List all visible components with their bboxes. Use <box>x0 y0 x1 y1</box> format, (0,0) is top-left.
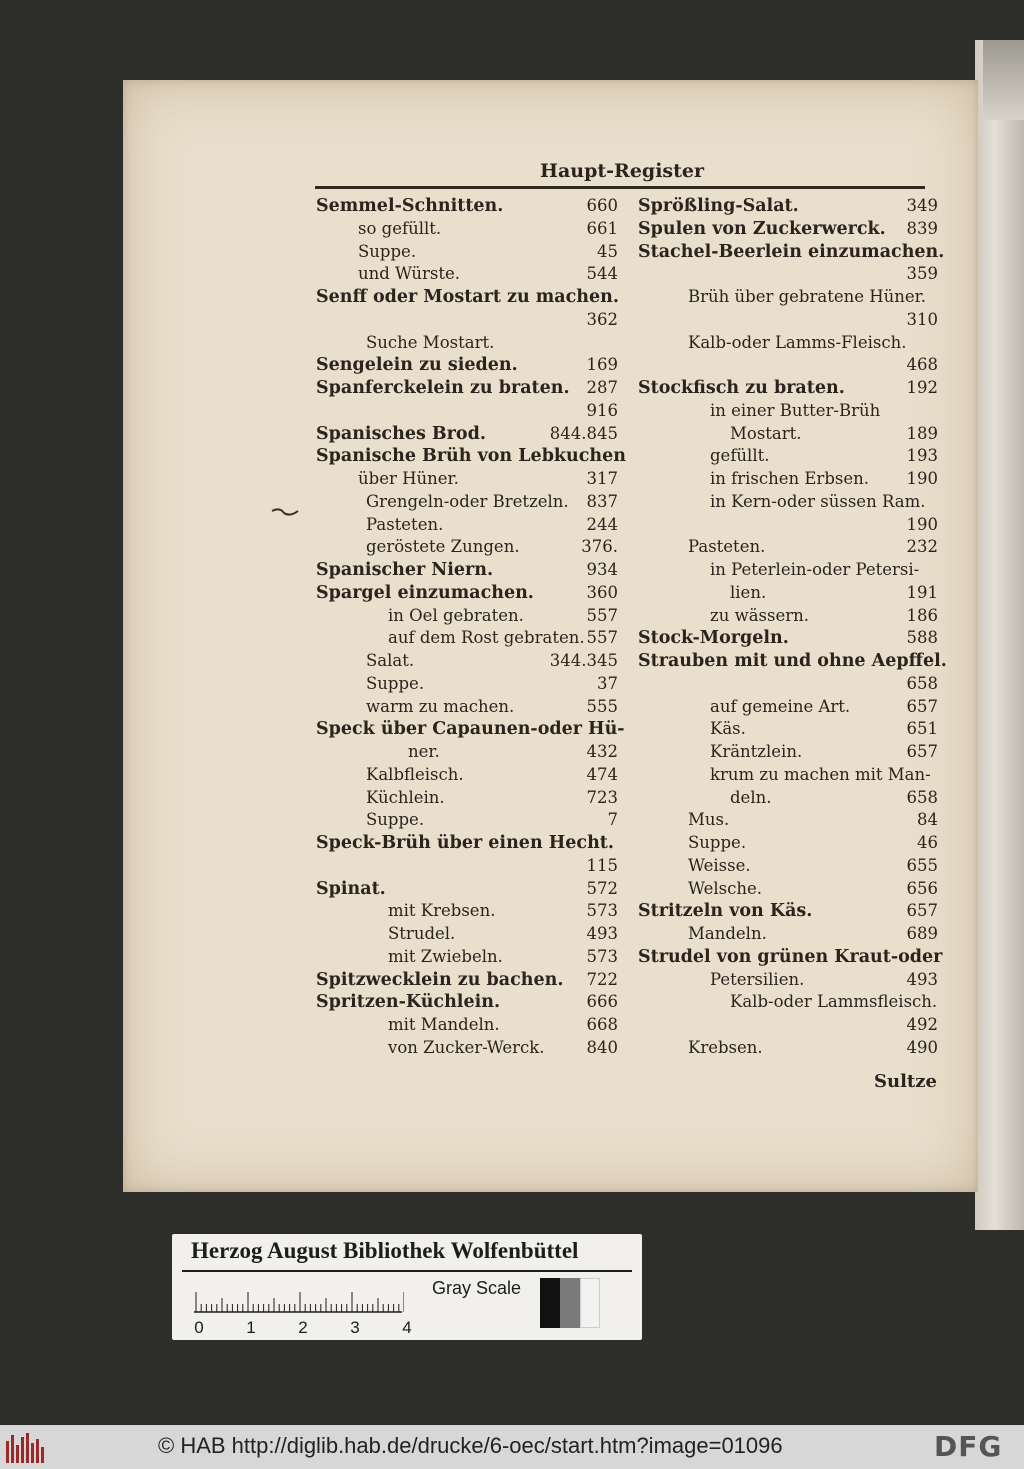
index-page-number: 573 <box>586 946 618 966</box>
index-entry-label: Spargel einzumachen. <box>316 582 534 603</box>
copyright-link[interactable]: © HAB http://diglib.hab.de/drucke/6-oec/start.htm?image=01096 <box>158 1433 783 1458</box>
index-entry-label: Spritzen-Küchlein. <box>316 992 501 1013</box>
gray-swatch-white <box>580 1278 600 1328</box>
index-entry-label: Semmel-Schnitten. <box>316 196 504 216</box>
index-entry-label: in Oel gebraten. <box>388 605 524 625</box>
ruler-label-1: 1 <box>246 1318 256 1337</box>
index-entry-label: Mandeln. <box>688 924 767 943</box>
index-entry-label: Welsche. <box>688 878 763 898</box>
index-entry-label: Strudel von grünen Kraut-oder <box>638 946 943 967</box>
index-entry-label: Stachel-Beerlein einzumachen. <box>638 241 945 262</box>
dfg-logo: DFG <box>934 1430 1003 1463</box>
index-entry-label: Kräntzlein. <box>710 742 803 761</box>
card-rule <box>182 1270 632 1272</box>
index-entry-label: Spinat. <box>316 878 386 899</box>
index-page-number: 658 <box>906 673 938 693</box>
index-entry-label: Spulen von Zuckerwerck. <box>638 218 886 239</box>
viewer-footer <box>0 1425 1024 1469</box>
library-name: Herzog August Bibliothek Wolfenbüttel <box>191 1238 579 1263</box>
index-entry-label: Sprößling-Salat. <box>638 196 799 216</box>
ruler-label-2: 2 <box>298 1318 308 1337</box>
index-entry-label: Spanferckelein zu braten. <box>316 378 570 398</box>
index-entry-label: Pasteten. <box>688 537 766 557</box>
color-reference-card <box>172 1234 642 1340</box>
index-entry-label: Suppe. <box>366 673 425 693</box>
index-entry-label: geröstete Zungen. <box>366 537 520 557</box>
index-entry-label: Stritzeln von Käs. <box>638 901 813 922</box>
index-page-number: 115 <box>586 855 618 875</box>
index-page-number: 723 <box>586 787 618 807</box>
index-entry-label: Kalbfleisch. <box>366 764 464 784</box>
index-page-number: 189 <box>906 423 938 443</box>
index-page-number: 360 <box>586 582 618 602</box>
index-page-number: 376. <box>581 537 618 557</box>
index-page-number: 689 <box>906 924 938 943</box>
index-entry-label: Mus. <box>688 810 730 830</box>
index-entry-label: in frischen Erbsen. <box>710 469 869 488</box>
index-page-number: 573 <box>586 901 618 921</box>
index-page-number: 186 <box>906 605 938 625</box>
index-entry-label: Mostart. <box>730 423 802 443</box>
index-entry-label: von Zucker-Werck. <box>388 1037 545 1057</box>
index-entry-label: Kalb-oder Lamms-Fleisch. <box>688 332 907 352</box>
index-entry-label: Strudel. <box>388 924 456 943</box>
index-page-number: 934 <box>586 560 618 579</box>
index-entry-label: Sengelein zu sieden. <box>316 355 518 376</box>
index-page-number: 362 <box>586 309 618 329</box>
index-page-number: 493 <box>586 924 618 943</box>
index-entry-label: Krebsen. <box>688 1037 763 1057</box>
index-entry-label: ner. <box>408 742 440 761</box>
index-entry-label: und Würste. <box>358 264 460 284</box>
index-page-number: 651 <box>906 719 938 739</box>
index-entry-label: mit Zwiebeln. <box>388 946 503 966</box>
adjacent-page-edge <box>975 40 1024 1230</box>
index-entry-label: über Hüner. <box>358 469 459 488</box>
index-entry-label: Spanische Brüh von Lebkuchen <box>316 446 627 467</box>
index-entry-label: Suppe. <box>358 241 417 261</box>
index-page-number: 490 <box>906 1037 938 1057</box>
index-entry-label: Spanisches Brod. <box>316 423 486 444</box>
index-page-number: 493 <box>906 969 938 989</box>
index-page-number: 317 <box>586 469 618 488</box>
index-entry-label: Suche Mostart. <box>366 332 495 352</box>
index-entry-label: Speck-Brüh über einen Hecht. <box>316 833 614 853</box>
index-entry-label: in Kern-oder süssen Ram. <box>710 491 926 511</box>
index-page-number: 557 <box>586 605 618 625</box>
index-entry-label: mit Mandeln. <box>388 1015 500 1034</box>
measurement-ruler <box>194 1278 404 1314</box>
index-entry-label: Stock-Morgeln. <box>638 628 789 649</box>
index-entry-label: Senff oder Mostart zu machen. <box>316 287 619 307</box>
index-entry-label: Küchlein. <box>366 787 445 807</box>
index-entry-label: so gefüllt. <box>358 218 442 238</box>
index-entry-label: Käs. <box>710 719 746 739</box>
catchword: Sultze <box>874 1071 937 1092</box>
index-page-number: 839 <box>906 218 938 238</box>
page-fold <box>983 40 1024 120</box>
index-page-number: 661 <box>586 218 618 238</box>
index-entry-label: Petersilien. <box>710 969 805 989</box>
index-entry-label: Pasteten. <box>366 514 444 534</box>
index-page-number: 916 <box>586 400 618 420</box>
index-page-number: 657 <box>906 901 938 921</box>
index-page-number: 46 <box>917 833 938 852</box>
index-page-number: 468 <box>906 355 938 375</box>
index-entry-label: Brüh über gebratene Hüner. <box>688 287 926 306</box>
ink-mark <box>270 505 300 519</box>
index-page-number: 555 <box>586 696 618 716</box>
index-entry-label: Spitzwecklein zu bachen. <box>316 969 564 990</box>
index-page-number: 45 <box>597 241 618 261</box>
index-page-number: 169 <box>586 355 618 375</box>
index-page-number: 837 <box>586 491 618 511</box>
index-page-number: 232 <box>906 537 938 557</box>
index-page-number: 244 <box>586 514 618 534</box>
index-page-number: 544 <box>586 264 618 284</box>
index-entry-label: gefüllt. <box>710 446 770 466</box>
index-page-number: 657 <box>906 696 938 716</box>
index-page-number: 660 <box>586 196 618 215</box>
index-entry-label: in Peterlein-oder Petersi- <box>710 560 920 579</box>
ruler-label-3: 3 <box>350 1318 360 1337</box>
index-entry-label: Weisse. <box>688 855 751 875</box>
index-page-number: 287 <box>586 378 618 397</box>
index-entry-label: warm zu machen. <box>366 696 515 716</box>
index-entry-label: Speck über Capaunen-oder Hü- <box>316 719 625 740</box>
index-page-number: 192 <box>906 378 938 397</box>
index-page-number: 37 <box>597 673 618 693</box>
gray-swatch-black <box>540 1278 560 1328</box>
gray-swatch-mid <box>560 1278 580 1328</box>
index-page-number: 588 <box>906 628 938 648</box>
index-page-number: 84 <box>917 810 938 830</box>
page-header: Haupt-Register <box>540 160 704 182</box>
index-entry-label: zu wässern. <box>710 605 809 625</box>
index-entry-label: Suppe. <box>688 833 747 852</box>
ruler-label-4: 4 <box>402 1318 412 1337</box>
index-page-number: 190 <box>906 514 938 534</box>
index-entry-label: Salat. <box>366 651 415 670</box>
index-page-number: 722 <box>586 969 618 989</box>
index-entry-label: in einer Butter-Brüh <box>710 400 881 420</box>
index-page-number: 492 <box>906 1015 938 1034</box>
index-page-number: 190 <box>906 469 938 488</box>
index-page-number: 840 <box>586 1037 618 1057</box>
ruler-label-0: 0 <box>194 1318 204 1337</box>
index-entry-label: Grengeln-oder Bretzeln. <box>366 491 569 511</box>
gray-scale-label: Gray Scale <box>432 1278 522 1298</box>
index-entry-label: auf gemeine Art. <box>710 696 851 716</box>
index-entry-label: Strauben mit und ohne Aepffel. <box>638 651 947 671</box>
index-page-number: 557 <box>586 628 618 648</box>
index-page-number: 432 <box>586 742 618 761</box>
index-page-number: 7 <box>607 810 618 830</box>
index-page-number: 656 <box>906 878 938 898</box>
index-page-number: 344.345 <box>549 651 618 670</box>
index-page-number: 666 <box>586 992 618 1012</box>
index-entry-label: Spanischer Niern. <box>316 560 494 580</box>
index-page-number: 349 <box>906 196 938 215</box>
index-page-number: 474 <box>586 764 618 784</box>
hab-logo-icon <box>6 1431 46 1463</box>
index-page-number: 359 <box>906 264 938 284</box>
index-page-number: 572 <box>586 878 618 898</box>
index-entry-label: lien. <box>730 582 767 602</box>
index-page-number: 658 <box>906 787 938 807</box>
index-page-number: 310 <box>906 309 938 329</box>
index-entry-label: auf dem Rost gebraten. <box>388 628 585 648</box>
index-page-number: 193 <box>906 446 938 466</box>
index-entry-label: mit Krebsen. <box>388 901 496 921</box>
index-entry-label: Kalb-oder Lammsfleisch. <box>730 992 938 1012</box>
header-rule <box>315 186 925 189</box>
index-page-number: 191 <box>906 582 938 602</box>
index-entry-label: Stockfisch zu braten. <box>638 378 845 398</box>
index-page-number: 668 <box>586 1015 618 1034</box>
index-entry-label: Suppe. <box>366 810 425 830</box>
index-page-number: 657 <box>906 742 938 761</box>
index-entry-label: deln. <box>730 787 772 807</box>
index-entry-label: krum zu machen mit Man- <box>710 764 931 784</box>
index-page-number: 655 <box>906 855 938 875</box>
index-page-number: 844.845 <box>549 423 618 443</box>
